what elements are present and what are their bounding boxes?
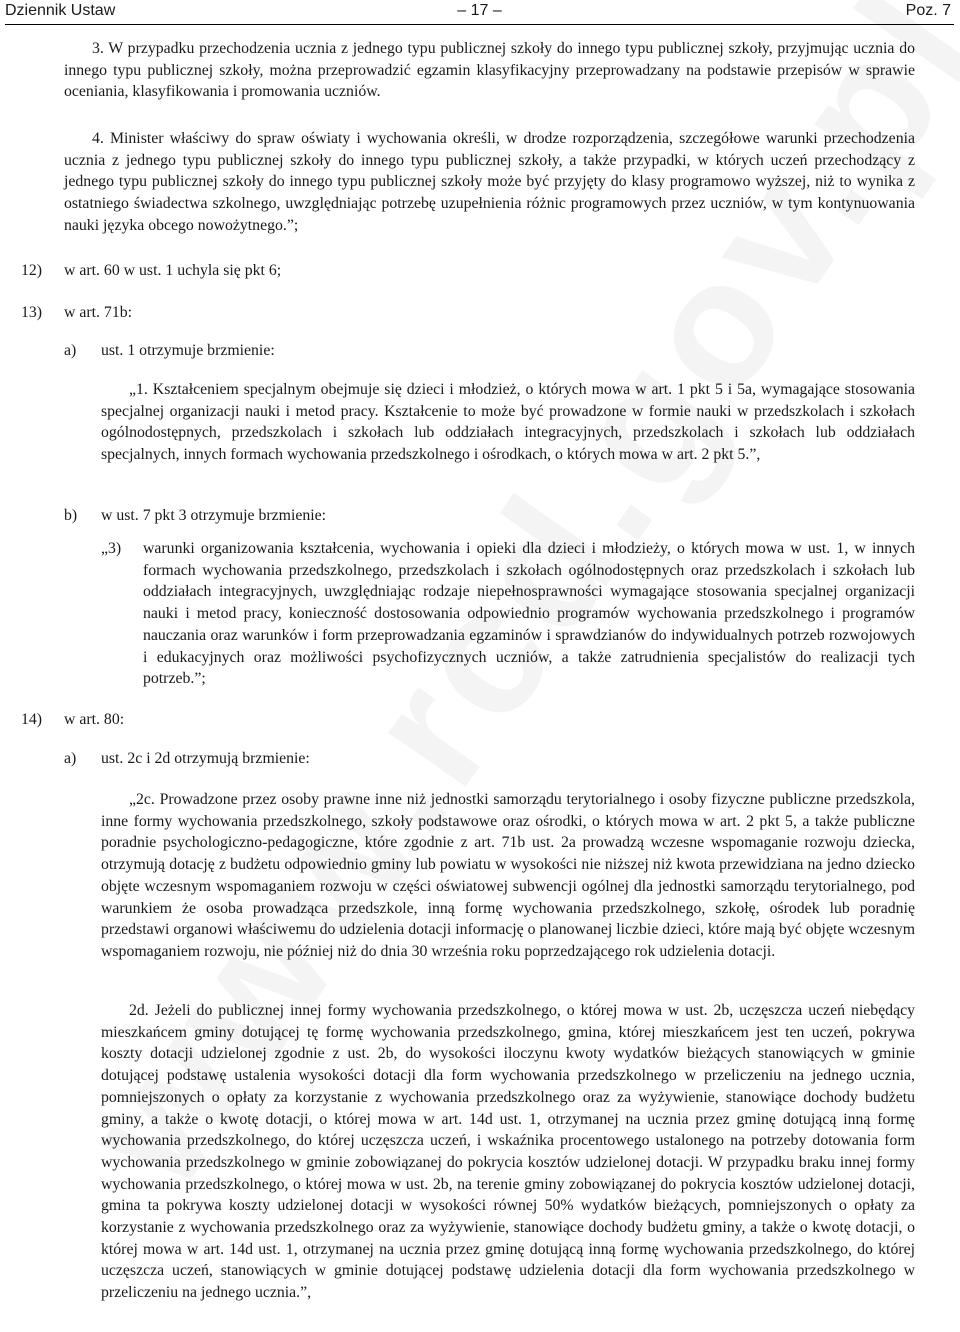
item-12-text: w art. 60 w ust. 1 uchyla się pkt 6; (64, 262, 282, 279)
item-13a-letter: a) (64, 342, 77, 359)
page-number: – 17 – (457, 2, 502, 19)
paragraph-4: 4. Minister właściwy do spraw oświaty i wychowania określi, w drodze rozporządzenia, szczegółowe warunki przechodzenia ucznia z jednego typu publicznej szkoły do innego typu publicznej szkoły, a także przypadki, w których uczeń przechodzący z jednego typu publicznej szkoły do innego typu publicznej szkoły może być przyjęty do klasy programowo wyższej, niż to wynika z ostatniego świadectwa szkolnego, uwzględniając potrzebę uzupełnienia różnic programowych przez uczniów, w tym kontynuowania nauki języka obcego nowożytnego.”; (64, 130, 915, 234)
item-13b-letter: b) (64, 507, 78, 524)
journal-title: Dziennik Ustaw (5, 2, 116, 19)
item-13-number: 13) (21, 304, 43, 321)
item-14a-text: ust. 2c i 2d otrzymują brzmienie: (101, 750, 310, 767)
item-14a-letter: a) (64, 750, 77, 767)
item-13b-quote-number: „3) (101, 540, 122, 557)
item-13b-text: w ust. 7 pkt 3 otrzymuje brzmienie: (101, 507, 327, 524)
item-13a-text: ust. 1 otrzymuje brzmienie: (101, 342, 275, 359)
position-number: Poz. 7 (905, 2, 951, 19)
item-13b-quote-text: warunki organizowania kształcenia, wychowania i opieki dla dzieci i młodzieży, o których mowa w ust. 1, w innych formach wychowania przedszkolnego, przedszkolach i szkołach ogólnodostępnych oraz przedszkolach i szkołach lub oddziałach integracyjnych, uwzględniając rodzaje niepełnosprawności wymagające stosowania specjalnej organizacji nauki i metod pracy, konieczność dostosowania odpowiednio programów wychowania przedszkolnego i programów nauczania oraz warunków i form przeprowadzania egzaminów i sprawdzianów do indywidualnych potrzeb rozwojowych i edukacyjnych oraz możliwości psychofizycznych uczniów, a także zatrudnienia specjalistów do realizacji tych potrzeb.”; (143, 540, 915, 688)
paragraph-3: 3. W przypadku przechodzenia ucznia z jednego typu publicznej szkoły do innego typu publicznej szkoły, przyjmując ucznia do innego typu publicznej szkoły, można przeprowadzić egzamin klasyfikacyjny przeprowadzany na podstawie przepisów w sprawie oceniania, klasyfikowania i promowania uczniów. (64, 40, 915, 101)
item-12-number: 12) (21, 262, 43, 279)
item-14-text: w art. 80: (64, 711, 125, 728)
item-13-text: w art. 71b: (64, 304, 133, 321)
item-14-number: 14) (21, 711, 43, 728)
paragraph-2d: 2d. Jeżeli do publicznej innej formy wychowania przedszkolnego, o której mowa w ust. 2b, uczęszcza uczeń niebędący mieszkańcem gminy dotującej tę formę wychowania przedszkolnego, gmina, której mieszkańcem jest ten uczeń, pokrywa koszty dotacji udzielonej zgodnie z ust. 2b, do wysokości iloczynu kwoty wydatków bieżących stanowiących w gminie dotującej podstawę ustalenia wysokości dotacji dla form wychowania przedszkolnego w przeliczeniu na jednego ucznia, pomniejszonych o opłaty za korzystanie z wychowania przedszkolnego oraz za wyżywienie, stanowiące dochody budżetu gminy, a także o kwotę dotacji, o której mowa w art. 14d ust. 1, otrzymanej na ucznia przez gminę dotującą inną formę wychowania przedszkolnego, do której uczęszcza uczeń, i wskaźnika procentowego ustalonego na potrzeby dotowania form wychowania przedszkolnego w gminie zobowiązanej do pokrycia kosztów udzielonej dotacji. W przypadku braku innej formy wychowania przedszkolnego, o której mowa w ust. 2b, na terenie gminy zobowiązanej do pokrycia kosztów udzielonej dotacji, gmina ta pokrywa koszty udzielonej dotacji w wysokości równej 50% wydatków bieżących, pomniejszonych o opłaty za korzystanie z wychowania przedszkolnego oraz za wyżywienie, stanowiące dochody budżetu gminy, a także o kwotę dotacji, o której mowa w art. 14d ust. 1, otrzymanej na ucznia przez gminę dotującą inną formę wychowania przedszkolnego, do której uczęszcza uczeń, stanowiących w gminie dotującej podstawę udzielenia dotacji dla form wychowania przedszkolnego w przeliczeniu na jednego ucznia.”, (101, 1002, 915, 1302)
paragraph-2c: „2c. Prowadzone przez osoby prawne inne niż jednostki samorządu terytorialnego i osoby fizyczne publiczne przedszkola, inne formy wychowania przedszkolnego, szkoły podstawowe oraz ośrodki, o których mowa w art. 2 pkt 5, a także publiczne poradnie psychologiczno-pedagogiczne, które zgodnie z art. 71b ust. 2a prowadzą wczesne wspomaganie rozwoju dziecka, otrzymują dotację z budżetu odpowiednio gminy lub powiatu w wysokości nie niższej niż kwota przewidziana na jedno dziecko objęte wczesnym wspomaganiem rozwoju w części oświatowej subwencji ogólnej dla jednostki samorządu terytorialnego, pod warunkiem że osoba prowadząca przedszkole, inną formę wychowania przedszkolnego, szkołę, ośrodek lub poradnię przedstawi organowi właściwemu do udzielenia dotacji informację o planowanej liczbie dzieci, które mają być objęte wczesnym wspomaganiem rozwoju, nie później niż do dnia 30 września roku poprzedzającego rok udzielenia dotacji. (101, 791, 915, 960)
item-13a-quote: „1. Kształceniem specjalnym obejmuje się dzieci i młodzież, o których mowa w art. 1 pkt 5 i 5a, wymagające stosowania specjalnej organizacji nauki i metod pracy. Kształcenie to może być prowadzone w formie nauki w przedszkolach i szkołach ogólnodostępnych, przedszkolach i szkołach lub oddziałach integracyjnych, przedszkolach i szkołach lub oddziałach specjalnych, innych formach wychowania przedszkolnego i ośrodkach, o których mowa w art. 2 pkt 5.”, (101, 381, 915, 464)
